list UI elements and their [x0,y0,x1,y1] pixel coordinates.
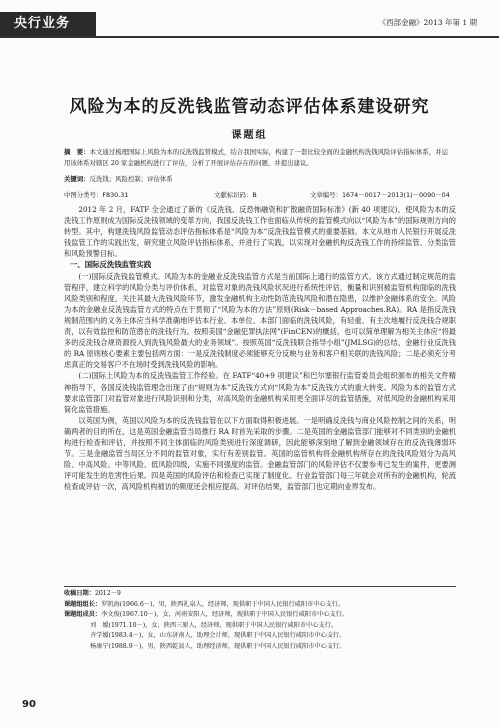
footnote-member [64,610,456,621]
member-info: 李文俊(1967.10－)，女，河南安阳人，经济师，现供职于中国人民银行咸阳市中心支行。 [101,611,349,619]
article-number: 文章编号：1674－0017－2013(1)－0090－04 [310,191,450,199]
paragraph: (二)国际上风险为本的反洗钱监管工作经验。在 FATF“40+9 项建议”和巴尔塞银行监管委员会组织颁布的相关文件精神指导下，各国反洗钱监管理念出现了由“规则为本”反洗钱方式向“风险为本”反洗钱方式的重大转变。风险为本的监管方式要求监管部门对监管对象进行风险识别和分类，对高风险的金融机构采用更全面详尽的监管措施，对低风险的金融机构采用简化监管措施。 [64,371,456,414]
footnotes [64,589,456,653]
leader-label: 课题组组长： [64,600,102,608]
document-code: 文献标识码：B [214,191,257,199]
leader-info: 罗凯海(1966.6－)，男，陕西礼泉人，经济师，现供职于中国人民银行咸阳市中心支行。 [101,600,345,608]
keywords-text: 反洗钱；风险控制；评估体系 [89,175,173,183]
footnote-member: 齐学媛(1983.4－)，女，山东济南人，助理会计师，现供职于中国人民银行咸阳市中心支行。 [90,632,346,640]
abstract-label: 摘 要： [64,148,90,156]
received-label: 收稿日期： [64,590,95,597]
keywords-label: 关键词： [64,175,90,183]
header-rule [0,36,499,38]
footnote-member: 刘 媛(1971.10－)，女，陕西三原人，经济师，现供职于中国人民银行咸阳市中心支行。 [90,621,337,629]
classification-codes [64,190,448,200]
section-tab: 央行业务 [0,12,96,36]
abstract-text: 本文通过梳理国际上风险为本的反洗钱监管模式，结合我国实际，构建了一套比较全面的金融机构洗钱风险评估指标体系，并运用该体系对辖区 20 家金融机构进行了评估，分析了开展评估存在的问题，并提出建议。 [64,148,449,167]
paragraph: (一)国际反洗钱监管模式。风险为本的金融业反洗钱监管方式是当前国际上通行的监管方式。该方式通过制定规范的监管程序，建立科学的风险分类与评价体系，对监管对象的洗钱风险状况进行系统性评估，衡量和识别被监管机构面临的洗钱风险类别和程度，关注其最大洗钱风险环节，激发金融机构主动性防范洗钱风险和潜在隐患，以维护金融体系的安全。风险为本的金融业反洗钱监管方式的特点在于贯彻了“风险为本的方法”原则(Risk－based Approaches.RA)。RA 是指反洗钱规制范围内的义务主体应当科学准确地评估本行业、本单位、本部门面临的洗钱风险，有轻重、有主次地履行反洗钱合规职责，以有效监控和防范潜在的洗钱行为。按照美国“金融犯罪执法网”(FinCEN)的概括，也可以简单理解为相关主体应“将最多的反洗钱合规资源投入到洗钱风险最大的业务领域”。按照英国“反洗钱联合指导小组”(JMLSG)的总结，金融行业反洗钱的 RA 原则核心要素主要包括两方面：一是反洗钱制度必须能够充分反映与业务和客户相关联的洗钱风险；二是必须充分考虑真正的交易客户不在场时受到洗钱风险的影响。 [64,271,456,370]
received-date: 2012－9 [94,590,121,597]
paragraph: 以英国为例，英国以风险为本的反洗钱监管在以下方面取得积极进展。一是明确反洗钱与商业风险控制之间的关系，明确两者的目的所在，这是英国金融监管当局推行 RA 时首先采取的步骤。二是英国的金融监管部门能够对不同类别的金融机构进行检查和评估，并按照不同主体面临的风险类别进行深度调研，因此能够深刻地了解到金融领域存在的反洗钱薄弱环节。三是金融监管当局区分不同的监管对象，实行有差别监管。英国的监管机构将金融机构所存在的洗钱风险划分为高风险、中高风险、中等风险、低风险四级，实施不同强度的监管。金融监管部门的风险评估不仅要参考已发生的案件，更要测评可能发生的危害性后果。四是英国的风险评估和检查已实现了制度化。行业监管部门每三年就会对所有的金融机构，轮流检查或评估一次，高风险机构被访的频度还会相应提高。对评估结果，监管部门也定期向业界发布。 [64,415,456,492]
footnote-member: 杨康宁(1988.9－)，男，陕西乾县人，助理经济师，现供职于中国人民银行咸阳市中心支行。 [90,642,346,650]
keywords [64,174,448,185]
author: 课题组 [231,130,268,141]
footnote-received [64,589,456,600]
footnote-leader [64,600,456,611]
section-heading: 一、国际反洗钱监管实践 [69,260,152,270]
article-title: 风险为本的反洗钱监管动态评估体系建设研究 [69,97,430,117]
clc-code: 中图分类号：F830.31 [64,191,129,199]
page-number: 90 [22,699,36,710]
members-label: 课题组成员： [64,611,102,619]
footnote-rule [64,586,456,587]
journal-info: 《西部金融》2013 年第 1 期 [378,18,477,27]
abstract [64,147,448,169]
paragraph: 2012 年 2 月，FATF 全会通过了新的《反洗钱、反恐怖融资和扩散融资国际标准》(新 40 项建议)，使风险为本的反洗钱工作原则成为国际反洗钱领域的变革方向，我国反洗钱工作也面临从传统的监管模式向以“风险为本”的国际规则方向的转型。其中，构建洗钱风险监管动态评估指标体系是“风险为本”反洗钱监管模式的重要基础。本文从地市人民银行开展反洗钱监管工作的实践出发，研究建立风险评估指标体系，并进行了实践，以实现对金融机构反洗钱工作的持续监管、分类监管和风险预警目标。 [64,205,456,259]
article-body [64,204,456,492]
